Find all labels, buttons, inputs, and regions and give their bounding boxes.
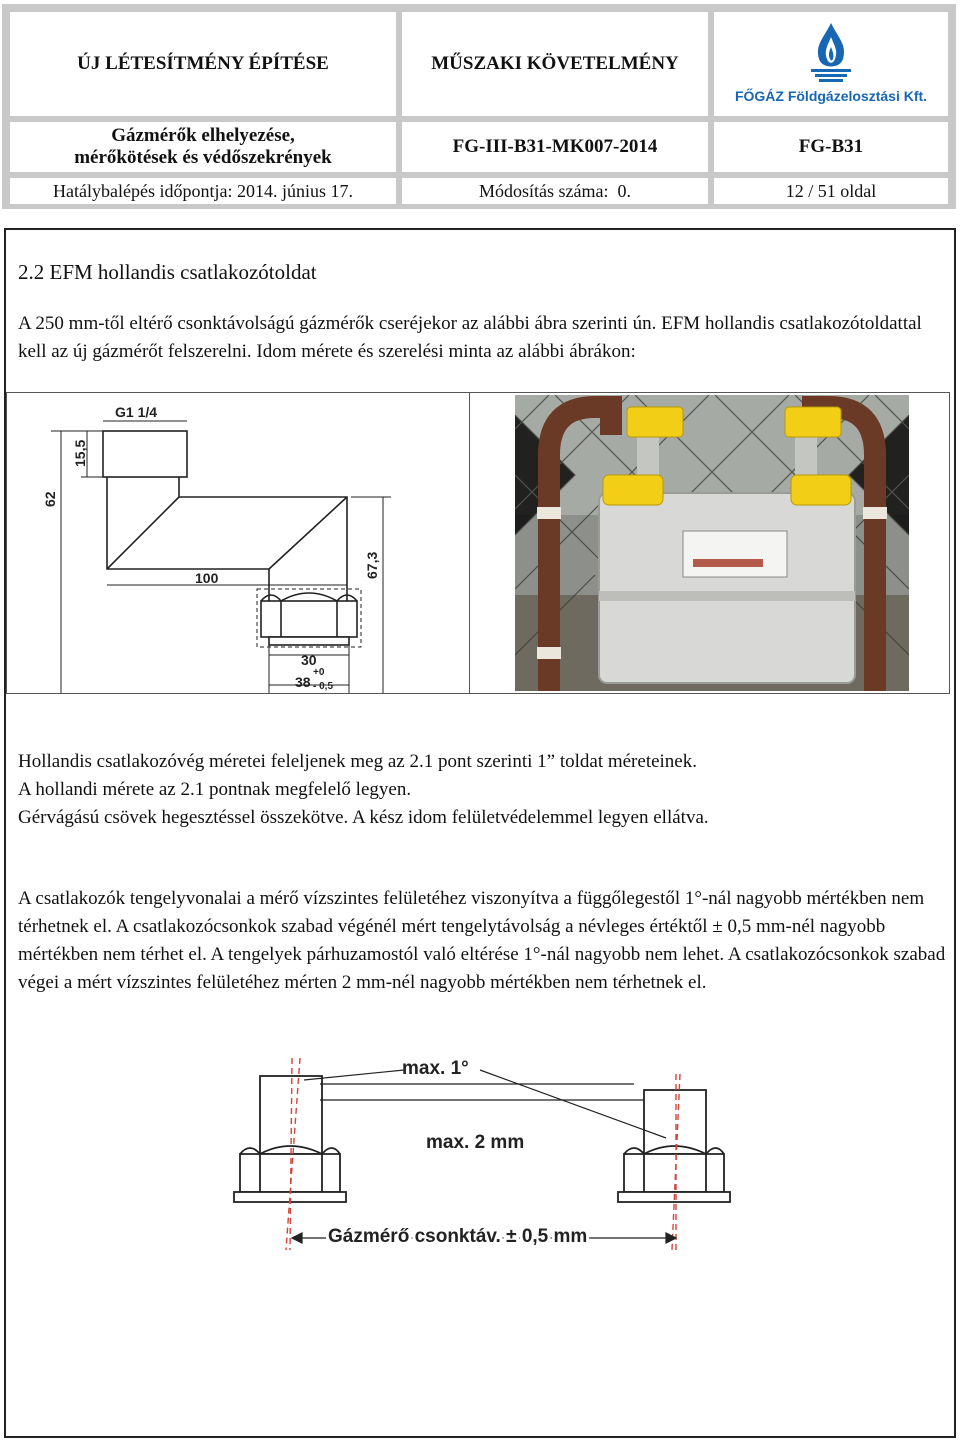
header-type (402, 12, 708, 116)
effective-date-text: Hatálybalépés időpontja: 2014. június 17. (53, 181, 353, 201)
tol-plus-label: +0 (313, 667, 325, 678)
note-line-2: A hollandi mérete az 2.1 pontnak megfelelő legyen. (18, 779, 412, 800)
dim-67-3-label: 67,3 (364, 551, 380, 579)
company-logo (714, 12, 948, 116)
page-number (714, 178, 948, 204)
page-number-text: 12 / 51 oldal (785, 181, 877, 201)
tolerance-paragraph: A csatlakozók tengelyvonalai a mérő vízszintes felületéhez viszonyítva a függőlegestől 1°-nál nagyobb mértékben nem térhetnek el. A csatlakozócsonkok szabad végénél mért tengelytávolság a névleges értéktől ± 0,5 mm-nél nagyobb mértékben nem térhet el. A tengelyek párhuzamostól való eltérése 1°-nál nagyobb nem lehet. A csatlakozócsonkok szabad végei a mért vízszintes felületéhez mérten 2 mm-nél nagyobb mértékben nem térhetnek el. (18, 888, 946, 993)
dim-30-label: 30 (301, 652, 317, 668)
dim-15-5-label: 15,5 (72, 439, 88, 467)
dim-thread-label: G1 1/4 (115, 404, 158, 420)
max-offset-label: max. 2 mm (426, 1132, 525, 1153)
dim-100-label: 100 (195, 570, 219, 586)
header-category-text: ÚJ LÉTESÍTMÉNY ÉPÍTÉSE (77, 53, 329, 74)
tol-minus-label: - 0,5 (313, 681, 334, 692)
dim-62-label: 62 (42, 491, 58, 507)
document-title-line1: Gázmérők elhelyezése, (111, 125, 295, 146)
requirements-note (18, 748, 948, 832)
document-header (2, 4, 956, 209)
figure-separator (469, 393, 470, 693)
figure-row (6, 392, 950, 694)
effective-date (10, 178, 396, 204)
dim-38-label: 38 (295, 674, 311, 690)
document-title-line2: mérőkötések és védőszekrények (74, 147, 332, 168)
header-category (10, 12, 396, 116)
document-code (402, 122, 708, 172)
max-angle-label: max. 1° (402, 1058, 469, 1079)
flame-logo-icon (801, 21, 861, 83)
logo-text: FŐGÁZ Földgázelosztási Kft. (734, 88, 928, 104)
intro-paragraph: A 250 mm-től eltérő csonktávolságú gázmérők cseréjekor az alábbi ábra szerinti ún. EFM hollandis csatlakozótoldattal kell az új gázmérőt felszerelni. Idom mérete és szerelési minta az alábbi ábrákon: (18, 313, 922, 362)
revision-number-text: Módosítás száma: 0. (479, 181, 631, 201)
revision-number (402, 178, 708, 204)
header-type-text: MŰSZAKI KÖVETELMÉNY (431, 53, 679, 74)
document-code-text: FG-III-B31-MK007-2014 (452, 136, 658, 157)
note-line-3: Gérvágású csövek hegesztéssel összekötve. A kész idom felületvédelemmel legyen ellátva. (18, 807, 709, 828)
gas-meter-photo (515, 395, 909, 691)
fitting-drawing (7, 393, 469, 693)
document-short-code (714, 122, 948, 172)
document-short-code-text: FG-B31 (798, 136, 864, 157)
section-title: 2.2 EFM hollandis csatlakozótoldat (18, 260, 317, 284)
spacing-label: Gázmérő csonktáv. ± 0,5 mm (328, 1226, 588, 1247)
tolerance-drawing (230, 1050, 750, 1270)
document-title (10, 122, 396, 172)
note-line-1: Hollandis csatlakozóvég méretei feleljenek meg az 2.1 pont szerinti 1” toldat méreteinek. (18, 751, 697, 772)
